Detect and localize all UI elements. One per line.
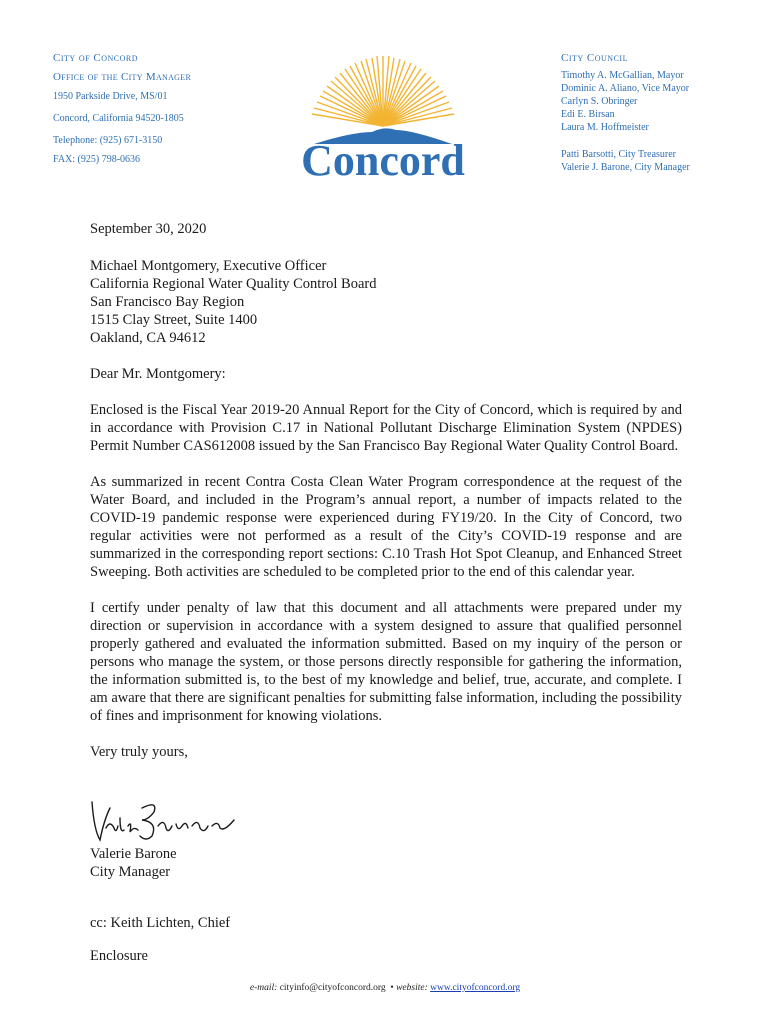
website-link[interactable]: www.cityofconcord.org <box>430 983 521 993</box>
city-officer: Patti Barsotti, City Treasurer <box>561 149 676 160</box>
council-member: Timothy A. McGallian, Mayor <box>561 70 684 81</box>
email-address[interactable]: cityinfo@cityofconcord.org <box>279 983 386 993</box>
letter-body <box>90 220 682 765</box>
email-label: e-mail: <box>249 983 278 993</box>
city-name: City of Concord <box>53 52 139 64</box>
council-title: City Council <box>561 52 628 64</box>
letterhead-right <box>561 52 690 174</box>
council-member: Edi E. Birsan <box>561 109 615 120</box>
paragraph-2: As summarized in recent Contra Costa Clean Water Program correspondence at the request of the Water Board, and included in the Program’s annual report, a number of impacts related to the COVID-19 pandemic response were experienced during FY19/20. In the City of Concord, two regular activities were not performed as a result of the City’s COVID-19 response and are summarized in the corresponding report sections: C.10 Trash Hot Spot Cleanup, and Enhanced Street Sweeping. Both activities are scheduled to be completed prior to the end of this calendar year. <box>90 474 682 580</box>
signer-title: City Manager <box>90 864 171 880</box>
fax: FAX: (925) 798-0636 <box>53 154 141 165</box>
city-officer: Valerie J. Barone, City Manager <box>561 162 690 173</box>
paragraph-3: I certify under penalty of law that this document and all attachments were prepared under my direction or supervision in accordance with a system designed to assure that qualified personnel properly gathered and evaluated the information submitted. Based on my inquiry of the person or persons who manage the system, or those persons directly responsible for gathering the information, the information submitted is, to the best of my knowledge and belief, true, accurate, and complete. I am aware that there are significant penalties for submitting false information, including the possibility of fines and imprisonment for knowing violations. <box>90 600 682 724</box>
signer-name: Valerie Barone <box>90 846 177 862</box>
cc-line: cc: Keith Lichten, Chief <box>90 915 231 931</box>
office-name: Office of the City Manager <box>53 71 192 83</box>
paragraph-1: Enclosed is the Fiscal Year 2019-20 Annual Report for the City of Concord, which is required by and in accordance with Provision C.17 in National Pollutant Discharge Elimination System (NPDES) Permit Number CAS612008 issued by the San Francisco Bay Regional Water Quality Control Board. <box>90 402 682 454</box>
recipient-line: California Regional Water Quality Control Board <box>90 276 377 292</box>
recipient-address <box>90 257 682 347</box>
recipient-line: Oakland, CA 94612 <box>90 330 206 346</box>
letterhead-left <box>53 52 191 165</box>
council-member: Carlyn S. Obringer <box>561 96 638 107</box>
recipient-line: 1515 Clay Street, Suite 1400 <box>90 312 258 328</box>
telephone: Telephone: (925) 671-3150 <box>53 135 163 146</box>
signature-block <box>90 845 177 881</box>
concord-logo <box>292 48 474 178</box>
enclosure-line: Enclosure <box>90 948 148 964</box>
address-line-1: 1950 Parkside Drive, MS/01 <box>53 91 168 102</box>
sun-rays-icon <box>312 56 454 126</box>
logo-wordmark: Concord <box>301 136 465 178</box>
closing: Very truly yours, <box>90 744 188 760</box>
signature-image <box>88 790 238 850</box>
address-line-2: Concord, California 94520-1805 <box>53 113 184 124</box>
salutation: Dear Mr. Montgomery: <box>90 366 226 382</box>
letter-date: September 30, 2020 <box>90 221 207 237</box>
recipient-line: Michael Montgomery, Executive Officer <box>90 258 327 274</box>
footer <box>0 983 770 993</box>
council-member: Dominic A. Aliano, Vice Mayor <box>561 83 690 94</box>
footer-separator: • <box>390 983 394 993</box>
website-label: website: <box>396 983 428 993</box>
council-member: Laura M. Hoffmeister <box>561 122 649 133</box>
recipient-line: San Francisco Bay Region <box>90 294 245 310</box>
